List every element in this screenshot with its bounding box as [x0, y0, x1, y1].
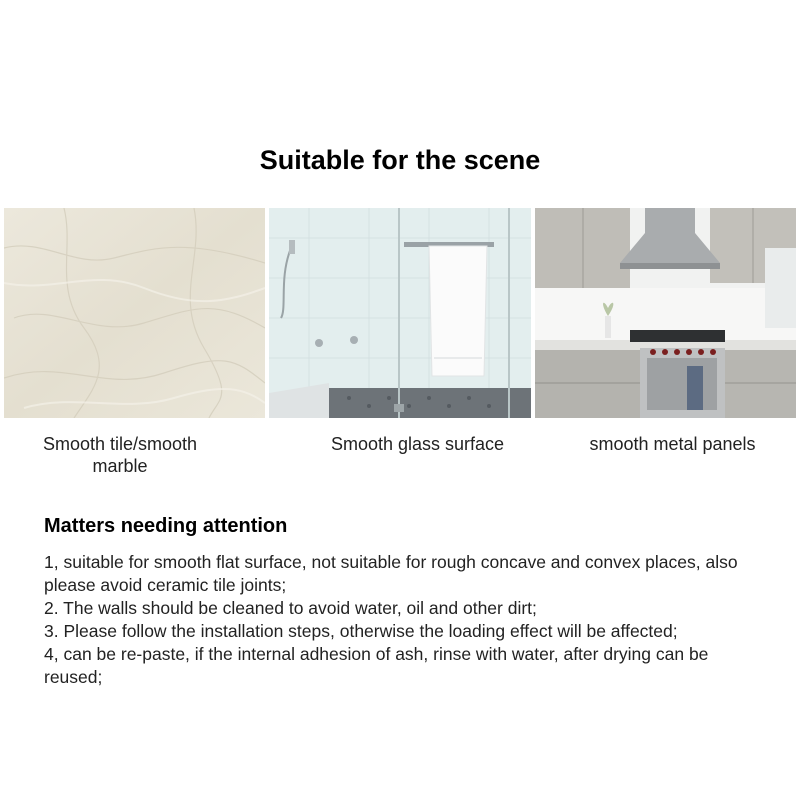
- caption-marble: Smooth tile/smooth marble: [42, 434, 198, 476]
- page-title: Suitable for the scene: [259, 145, 541, 175]
- notes-heading: Matters needing attention: [44, 515, 288, 537]
- caption-glass: Smooth glass surface: [330, 434, 505, 454]
- notes-list: [44, 551, 764, 689]
- note-item: 2. The walls should be cleaned to avoid water, oil and other dirt;: [44, 598, 537, 618]
- note-item: 3. Please follow the installation steps, otherwise the loading effect will be affected;: [44, 621, 678, 641]
- note-item: 1, suitable for smooth flat surface, not suitable for rough concave and convex places, also please avoid ceramic tile joints;: [44, 552, 738, 595]
- note-item: 4, can be re-paste, if the internal adhesion of ash, rinse with water, after drying can be reused;: [44, 644, 709, 687]
- marble-photo: [4, 208, 265, 418]
- kitchen-photo: [535, 208, 796, 418]
- caption-metal: smooth metal panels: [589, 434, 756, 454]
- glass-shower-photo: [269, 208, 531, 418]
